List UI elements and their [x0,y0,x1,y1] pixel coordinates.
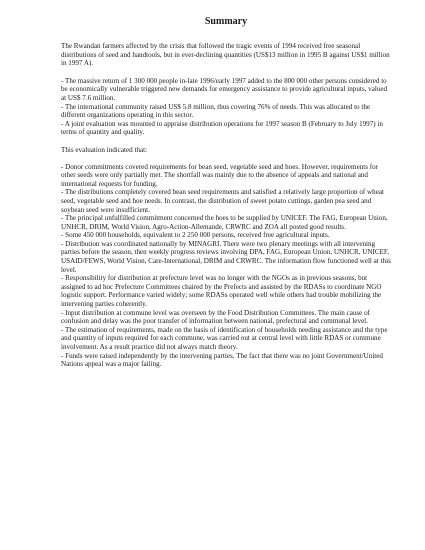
finding-item: - Distribution was coordinated nationally by MINAGRI. There were two plenary meetings with all intervening parties before the season, then weekly progress reviews involving DPA, FAG, European Union, UNHCR, UNICEF, USAID/FEWS, World Vision, Care-International, DRIM and CRWRC. The information flow functioned well at this level. [61,239,391,274]
intro-paragraph: The Rwandan farmers affected by the crisis that followed the tragic events of 1994 received free seasonal distributions of seed and handtools, but in ever-declining quantities (US$13 million in 1995 B against US$1 million in 1997 A). [61,42,390,68]
spacer [61,155,391,163]
spacer [61,137,391,146]
finding-item: - Some 450 000 households, equivalent to 2 250 000 persons, received free agricultural inputs. [61,231,330,240]
finding-item: - Donor commitments covered requirements for bean seed, vegetable seed and hoes. However, requirements for other seeds were only partially met. The shortfall was mainly due to the absence of appeals and national and international requests for funding. [61,162,379,188]
findings-intro: This evaluation indicated that: [61,145,148,154]
context-item: - The international community raised US$ 5.8 million, thus covering 76% of needs. This was allocated to the different organizations operating in this sector. [61,102,371,120]
context-item: - The massive return of 1 300 000 people in-late 1996/early 1997 added to the 800 000 other persons considered to be economically vulnerable triggered new demands for emergency assistance to provide agricultural inputs, valued at US$ 7.6 million. [61,76,388,102]
finding-item: - The distributions completely covered bean seed requirements and satisfied a relatively large proportion of wheat seed, vegetable seed and hoe needs. In contrast, the distribution of sweet potato cuttings, garden pea seed and soybean seed were insufficient. [61,188,384,214]
spacer [61,68,391,77]
findings-list [61,163,391,369]
finding-item: - Responsibility for distribution at prefecture level was no longer with the NGOs as in previous seasons, but assigned to ad hoc Prefecture Committees chaired by the Prefects and assisted by the RDASs to coordinate NGO logistic support. Performance varied widely; some RDASs operated well while others had trouble mobilizing the intervening parties coherently. [61,274,382,309]
finding-item: - The estimation of requirements, made on the basis of identification of households needing assistance and the type and quantity of inputs required for each commune, was carried out at central level with little RDAS or commune involvement. As a result practice did not always match theory. [61,325,388,351]
finding-item: - The principal unfulfilled commitment concerned the hoes to be supplied by UNICEF. The FAG, European Union, UNHCR, DRIM, World Vision, Agro-Action-Allemande, CRWRC and ZOA all posted good results. [61,214,388,231]
page-title: Summary [204,16,248,27]
context-item: - A joint evaluation was mounted to appraise distribution operations for 1997 season B (February to July 1997) in terms of quantity and quality. [61,119,383,137]
context-list [61,77,391,137]
finding-item: - Input distribution at commune level was overseen by the Food Distribution Committees. The main cause of confusion and delay was the poor transfer of information between national, prefectural and communal level. [61,308,370,326]
finding-item: - Funds were raised independently by the intervening parties. The fact that there was no joint Government/United Nations appeal was a major failing. [61,351,383,369]
